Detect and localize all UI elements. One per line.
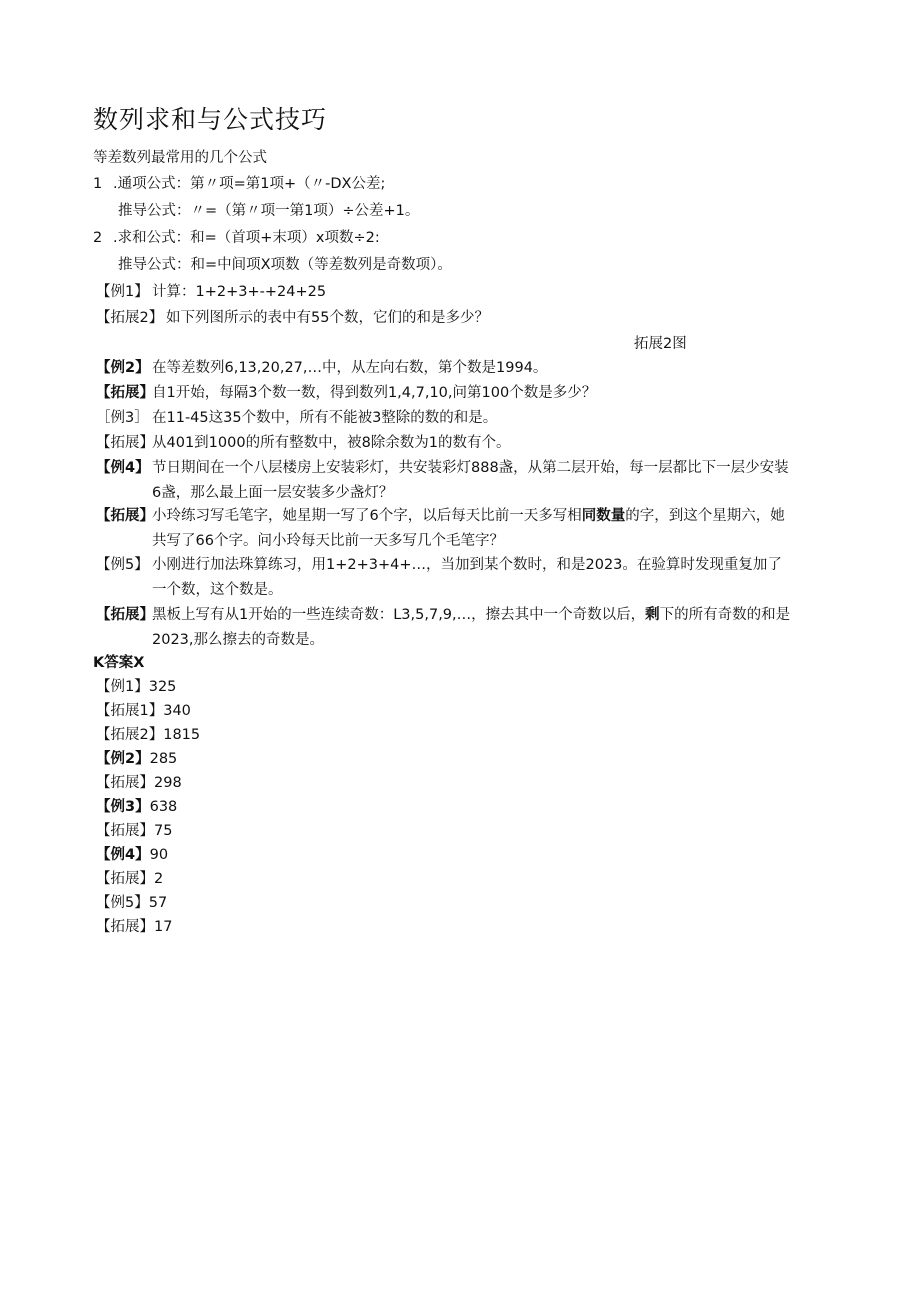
- problem-extension-b: [96, 431, 796, 456]
- formula-2-number: 2: [93, 230, 103, 246]
- formula-2-text: .求和公式：和=（首项+末项）x项数÷2:: [113, 230, 380, 246]
- answer-value: 75: [154, 823, 173, 839]
- problem-text: 小刚进行加法珠算练习，用1+2+3+4+…，当加到某个数时，和是2023。在验算时发现重复加了一个数，这个数是。: [152, 557, 782, 598]
- page-title: 数列求和与公式技巧: [93, 105, 328, 134]
- problem-text: 节日期间在一个八层楼房上安装彩灯，共安装彩灯888盏，从第二层开始，每一层都比下一层少安装6盏，那么最上面一层安装多少盏灯？: [152, 460, 789, 501]
- answer-label: 【例5】: [96, 895, 149, 911]
- answer-item: [96, 677, 176, 697]
- answer-value: 57: [148, 895, 168, 911]
- section-heading: 等差数列最常用的几个公式: [93, 150, 267, 166]
- problem-text-part: 黑板上写有从1开始的一些连续奇数：L3,5,7,9,…，擦去其中一个奇数以后，: [152, 607, 646, 623]
- answer-item: [96, 725, 200, 745]
- answer-value: 298: [154, 775, 182, 791]
- problem-extension-a: [96, 381, 796, 406]
- answer-value: 1815: [163, 727, 201, 743]
- problem-example-4: [96, 456, 796, 506]
- formula-2-derivation: 推导公式：和=中间项X项数（等差数列是奇数项）。: [118, 257, 452, 273]
- problem-example-3: [96, 406, 796, 431]
- answer-item: [96, 917, 172, 937]
- problem-text: 如下列图所示的表中有55个数，它们的和是多少？: [166, 310, 489, 326]
- answer-item: [96, 869, 163, 889]
- figure-caption: 拓展2图: [634, 336, 687, 352]
- problem-label: 【拓展】: [96, 385, 154, 401]
- problem-text: 自1开始，每隔3个数一数，得到数列1,4,7,10,问第100个数是多少？: [152, 385, 597, 401]
- answer-value: 285: [149, 751, 178, 767]
- answer-item: [96, 893, 167, 913]
- problem-text: 从401到1000的所有整数中，被8除余数为1的数有个。: [152, 435, 511, 451]
- answer-label: 【拓展】: [96, 871, 154, 887]
- answer-label: 【拓展】: [96, 775, 154, 791]
- problem-label: 【例5】: [96, 557, 149, 573]
- answer-label: 【例1】: [96, 679, 149, 695]
- answer-value: 325: [148, 679, 177, 695]
- answer-value: 638: [149, 799, 178, 815]
- answer-label: 【例4】: [96, 847, 150, 863]
- problem-extension-2: [96, 306, 796, 331]
- answer-item: [96, 701, 191, 721]
- answer-label: 【拓展1】: [96, 703, 164, 719]
- problem-text: [152, 504, 796, 554]
- answer-value: 2: [154, 871, 164, 887]
- problem-extension-d: [96, 603, 796, 653]
- answer-label: 【拓展】: [96, 919, 154, 935]
- formula-1-derivation: 推导公式：〃=（第〃项一第1项）÷公差+1。: [118, 203, 420, 219]
- problem-text: [152, 603, 796, 653]
- problem-text-emphasis: 剩: [645, 607, 660, 623]
- problem-text-part: 的字，到这个星期六，她共写了66个字。问小玲每天比前一天多写几个毛笔字？: [152, 508, 785, 549]
- problem-text-emphasis: 同数量: [581, 508, 626, 524]
- problem-extension-c: [96, 504, 796, 554]
- answer-label: 【拓展】: [96, 823, 154, 839]
- answer-item: [96, 749, 177, 769]
- formula-1-text: .通项公式：第〃项=第1项+（〃-DX公差;: [113, 176, 386, 192]
- answer-label: 【拓展2】: [96, 727, 164, 743]
- answers-heading: K答案X: [93, 655, 145, 671]
- problem-label: 【拓展】: [96, 508, 154, 524]
- problem-label: 【拓展】: [96, 435, 154, 451]
- problem-label: ［例3］: [96, 410, 149, 426]
- problem-text-part: 下的所有奇数的和是2023,那么擦去的奇数是。: [152, 607, 791, 648]
- answer-item: [96, 821, 172, 841]
- problem-text: 计算：1+2+3+-+24+25: [152, 284, 327, 300]
- answer-value: 90: [149, 847, 169, 863]
- problem-example-1: [96, 280, 796, 305]
- problem-label: 【例2】: [96, 360, 150, 376]
- answer-item: [96, 773, 182, 793]
- problem-text: 在11-45这35个数中，所有不能被3整除的数的和是。: [152, 410, 498, 426]
- answer-value: 17: [154, 919, 173, 935]
- problem-example-2: [96, 356, 796, 381]
- problem-label: 【例4】: [96, 460, 150, 476]
- problem-text: 在等差数列6,13,20,27,…中，从左向右数，第个数是1994。: [152, 360, 548, 376]
- problem-label: 【例1】: [96, 284, 149, 300]
- problem-label: 【拓展2】: [96, 310, 164, 326]
- answer-label: 【例2】: [96, 751, 150, 767]
- answer-value: 340: [163, 703, 191, 719]
- answer-label: 【例3】: [96, 799, 150, 815]
- formula-1-number: 1: [93, 176, 103, 192]
- problem-example-5: [96, 553, 796, 603]
- answer-item: [96, 845, 168, 865]
- answer-item: [96, 797, 177, 817]
- problem-text-part: 小玲练习写毛笔字，她星期一写了6个字，以后每天比前一天多写相: [152, 508, 582, 524]
- problem-label: 【拓展】: [96, 607, 154, 623]
